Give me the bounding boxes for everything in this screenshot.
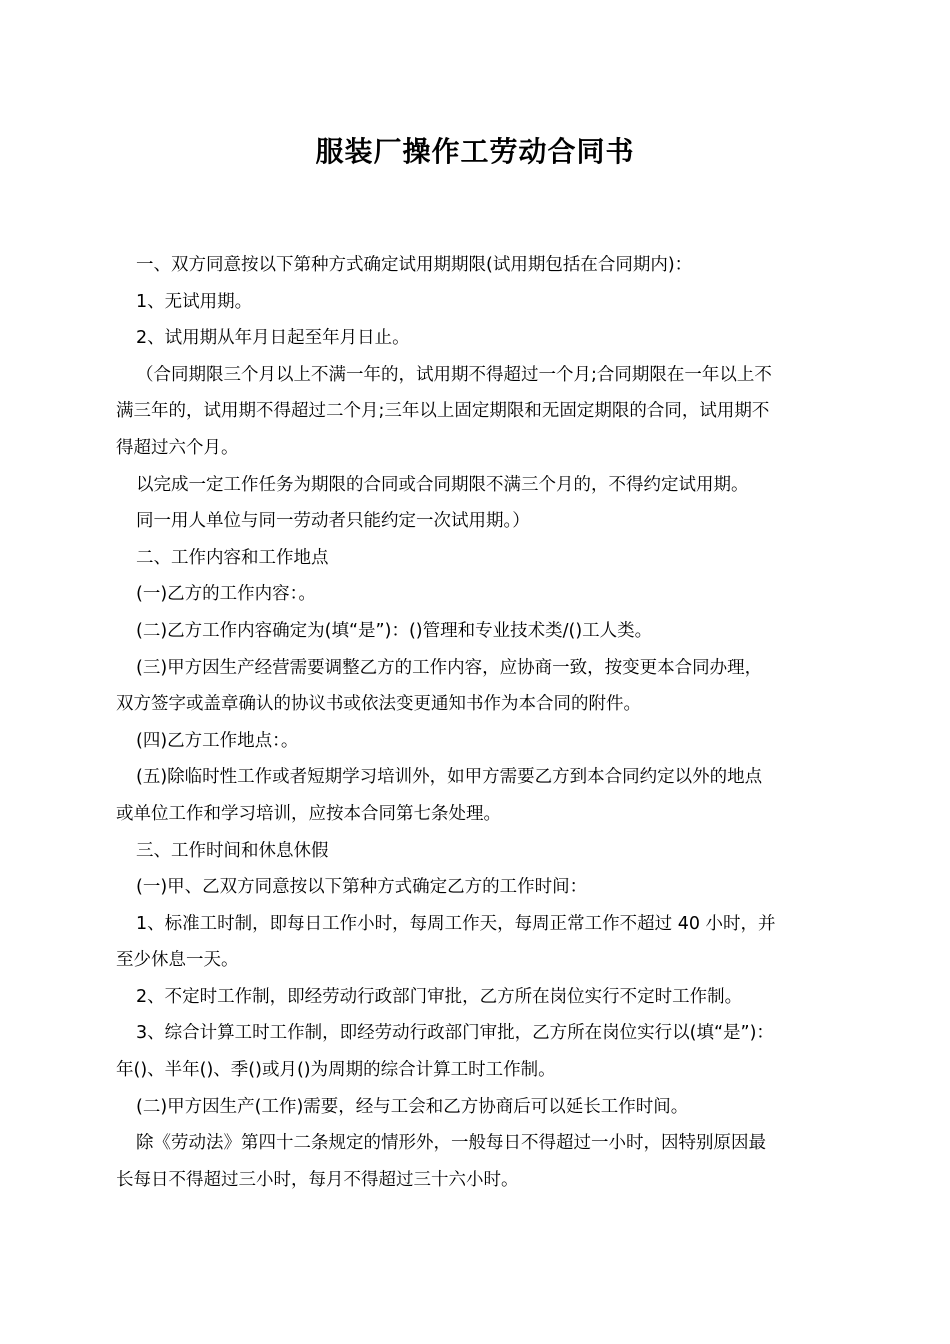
line-probation-period: 2、试用期从年月日起至年月日止。 xyxy=(136,328,410,349)
line-flexible-hours: 2、不定时工作制，即经劳动行政部门审批，乙方所在岗位实行不定时工作制。 xyxy=(136,986,743,1007)
line-standard-hours-1: 1、标准工时制，即每日工作小时，每周工作天，每周正常工作不超过 40 小时，并 xyxy=(136,913,776,934)
line-section-2-heading: 二、工作内容和工作地点 xyxy=(136,547,329,568)
line-probation-note-3: 得超过六个月。 xyxy=(116,437,239,458)
line-work-outside-2: 或单位工作和学习培训，应按本合同第七条处理。 xyxy=(116,803,501,824)
line-work-outside-1: (五)除临时性工作或者短期学习培训外，如甲方需要乙方到本合同约定以外的地点 xyxy=(136,767,763,788)
line-no-probation: 1、无试用期。 xyxy=(136,291,253,312)
line-overtime-limit-2: 长每日不得超过三小时，每月不得超过三十六小时。 xyxy=(116,1169,519,1190)
line-work-time-method: (一)甲、乙双方同意按以下第种方式确定乙方的工作时间： xyxy=(136,877,588,898)
document-title: 服装厂操作工劳动合同书 xyxy=(315,135,635,168)
line-overtime-limit-1: 除《劳动法》第四十二条规定的情形外，一般每日不得超过一小时，因特别原因最 xyxy=(136,1133,766,1154)
line-work-location: (四)乙方工作地点：。 xyxy=(136,730,299,751)
line-section-1-heading: 一、双方同意按以下第种方式确定试用期期限(试用期包括在合同期内)： xyxy=(136,255,693,275)
line-probation-note-2: 满三年的，试用期不得超过二个月;三年以上固定期限和无固定期限的合同，试用期不 xyxy=(116,401,770,422)
document-body xyxy=(116,247,841,1198)
line-work-adjust-1: (三)甲方因生产经营需要调整乙方的工作内容，应协商一致，按变更本合同办理， xyxy=(136,657,763,678)
line-work-category: (二)乙方工作内容确定为(填“是”)：()管理和专业技术类/()工人类。 xyxy=(136,620,653,641)
line-comprehensive-hours-2: 年()、半年()、季()或月()为周期的综合计算工时工作制。 xyxy=(116,1060,556,1081)
line-overtime: (二)甲方因生产(工作)需要，经与工会和乙方协商后可以延长工作时间。 xyxy=(136,1096,689,1117)
line-work-adjust-2: 双方签字或盖章确认的协议书或依法变更通知书作为本合同的附件。 xyxy=(116,694,641,715)
line-comprehensive-hours-1: 3、综合计算工时工作制，即经劳动行政部门审批，乙方所在岗位实行以(填“是”)： xyxy=(136,1023,774,1044)
line-probation-note-5: 同一用人单位与同一劳动者只能约定一次试用期。） xyxy=(136,511,530,532)
line-work-content: (一)乙方的工作内容：。 xyxy=(136,584,316,605)
line-probation-note-1: （合同期限三个月以上不满一年的，试用期不得超过一个月;合同期限在一年以上不 xyxy=(136,364,772,385)
line-probation-note-4: 以完成一定工作任务为期限的合同或合同期限不满三个月的，不得约定试用期。 xyxy=(136,474,749,495)
line-section-3-heading: 三、工作时间和休息休假 xyxy=(136,840,329,861)
line-standard-hours-2: 至少休息一天。 xyxy=(116,950,239,971)
